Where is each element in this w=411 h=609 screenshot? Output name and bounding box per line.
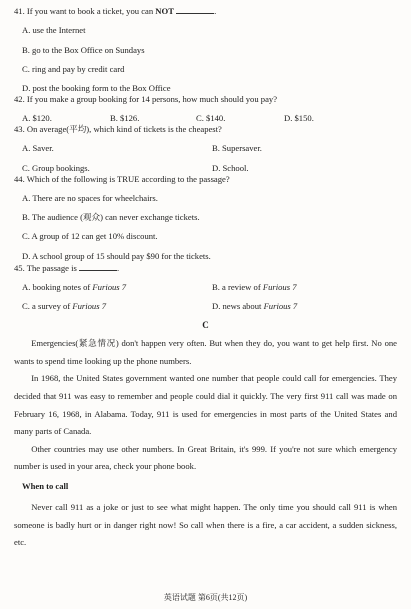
question-45-option-d	[212, 301, 297, 312]
film-title: Furious 7	[262, 281, 297, 292]
subheading-when-to-call: When to call	[22, 481, 69, 492]
question-41-option-a: A. use the Internet	[22, 25, 86, 36]
option-text: B. a review of	[212, 281, 263, 292]
question-43-option-a: A. Saver.	[22, 143, 54, 154]
question-44-option-d: D. A school group of 15 should pay $90 for the tickets.	[22, 250, 211, 261]
passage-paragraph-1: Emergencies(紧急情况) don't happen very often. But when they do, you want to get help first. No one wants to spend time looking up the phone numbers.	[14, 338, 397, 366]
question-42-option-b: B. $126.	[110, 113, 140, 124]
question-45	[14, 262, 397, 312]
question-43-options-row-1	[22, 143, 397, 154]
answer-blank	[176, 5, 214, 14]
page-footer: 英语试题 第6页(共12页)	[163, 593, 248, 602]
question-42	[14, 94, 397, 124]
question-45-options-row-2	[22, 301, 397, 312]
passage-paragraph-2: In 1968, the United States government wanted one number that people could call for emergencies. They decided that 911 was easy to remember and people could dial it quickly. The very first 911 call was made on February 16, 1968, in Alabama. Today, 911 is used for emergencies in most parts of the United States and many parts of Canada.	[14, 373, 397, 437]
question-41-emphasis: NOT	[155, 6, 174, 16]
question-41-option-b: B. go to the Box Office on Sundays	[22, 44, 145, 55]
question-45-text: 45. The passage is	[14, 262, 77, 273]
question-44-option-c: C. A group of 12 can get 10% discount.	[22, 231, 158, 242]
option-text: D. news about	[212, 301, 264, 312]
question-42-stem: 42. If you make a group booking for 14 persons, how much should you pay?	[14, 94, 278, 105]
question-41-stem: 41. If you want to book a ticket, you can NOT .	[14, 6, 217, 16]
question-44	[14, 174, 397, 262]
passage-paragraph-4: Never call 911 as a joke or just to see what might happen. The only time you should call 911 is when someone is badly hurt or in danger right now! So call when there is a fire, a car accident, a sudden sickness, etc.	[14, 502, 397, 548]
question-41-option-d: D. post the booking form to the Box Office	[22, 83, 171, 94]
question-43	[14, 124, 397, 173]
question-45-stem: 45. The passage is .	[14, 262, 120, 273]
question-43-stem: 43. On average(平均), which kind of tickets is the cheapest?	[14, 124, 222, 135]
question-44-stem: 44. Which of the following is TRUE according to the passage?	[14, 173, 230, 184]
question-43-option-c: C. Group bookings.	[22, 162, 90, 173]
option-text: C. a survey of	[22, 301, 73, 312]
question-43-options-row-2	[22, 163, 397, 174]
film-title: Furious 7	[263, 301, 298, 312]
question-42-option-c: C. $140.	[196, 113, 226, 124]
question-41-option-c: C. ring and pay by credit card	[22, 63, 125, 74]
question-45-option-b	[212, 282, 297, 293]
question-42-options	[22, 113, 397, 124]
question-45-options-row-1	[22, 282, 397, 293]
question-44-option-b: B. The audience (观众) can never exchange tickets.	[22, 212, 200, 223]
film-title: Furious 7	[92, 281, 127, 292]
film-title: Furious 7	[72, 301, 107, 312]
question-43-option-d: D. School.	[212, 162, 249, 173]
answer-blank	[79, 262, 117, 271]
question-41-text: 41. If you want to book a ticket, you can	[14, 6, 154, 16]
question-42-option-a: A. $120.	[22, 113, 52, 124]
question-45-option-a	[22, 282, 212, 293]
question-42-option-d: D. $150.	[284, 113, 314, 124]
question-44-option-a: A. There are no spaces for wheelchairs.	[22, 192, 158, 203]
passage-paragraph-3: Other countries may use other numbers. In Great Britain, it's 999. If you're not sure which emergency number is used in your area, check your phone book.	[14, 443, 397, 472]
option-text: A. booking notes of	[22, 281, 93, 292]
question-41	[14, 5, 397, 94]
section-c-label: C	[202, 319, 209, 330]
question-43-option-b: B. Supersaver.	[212, 143, 262, 154]
question-45-option-c	[22, 301, 212, 312]
